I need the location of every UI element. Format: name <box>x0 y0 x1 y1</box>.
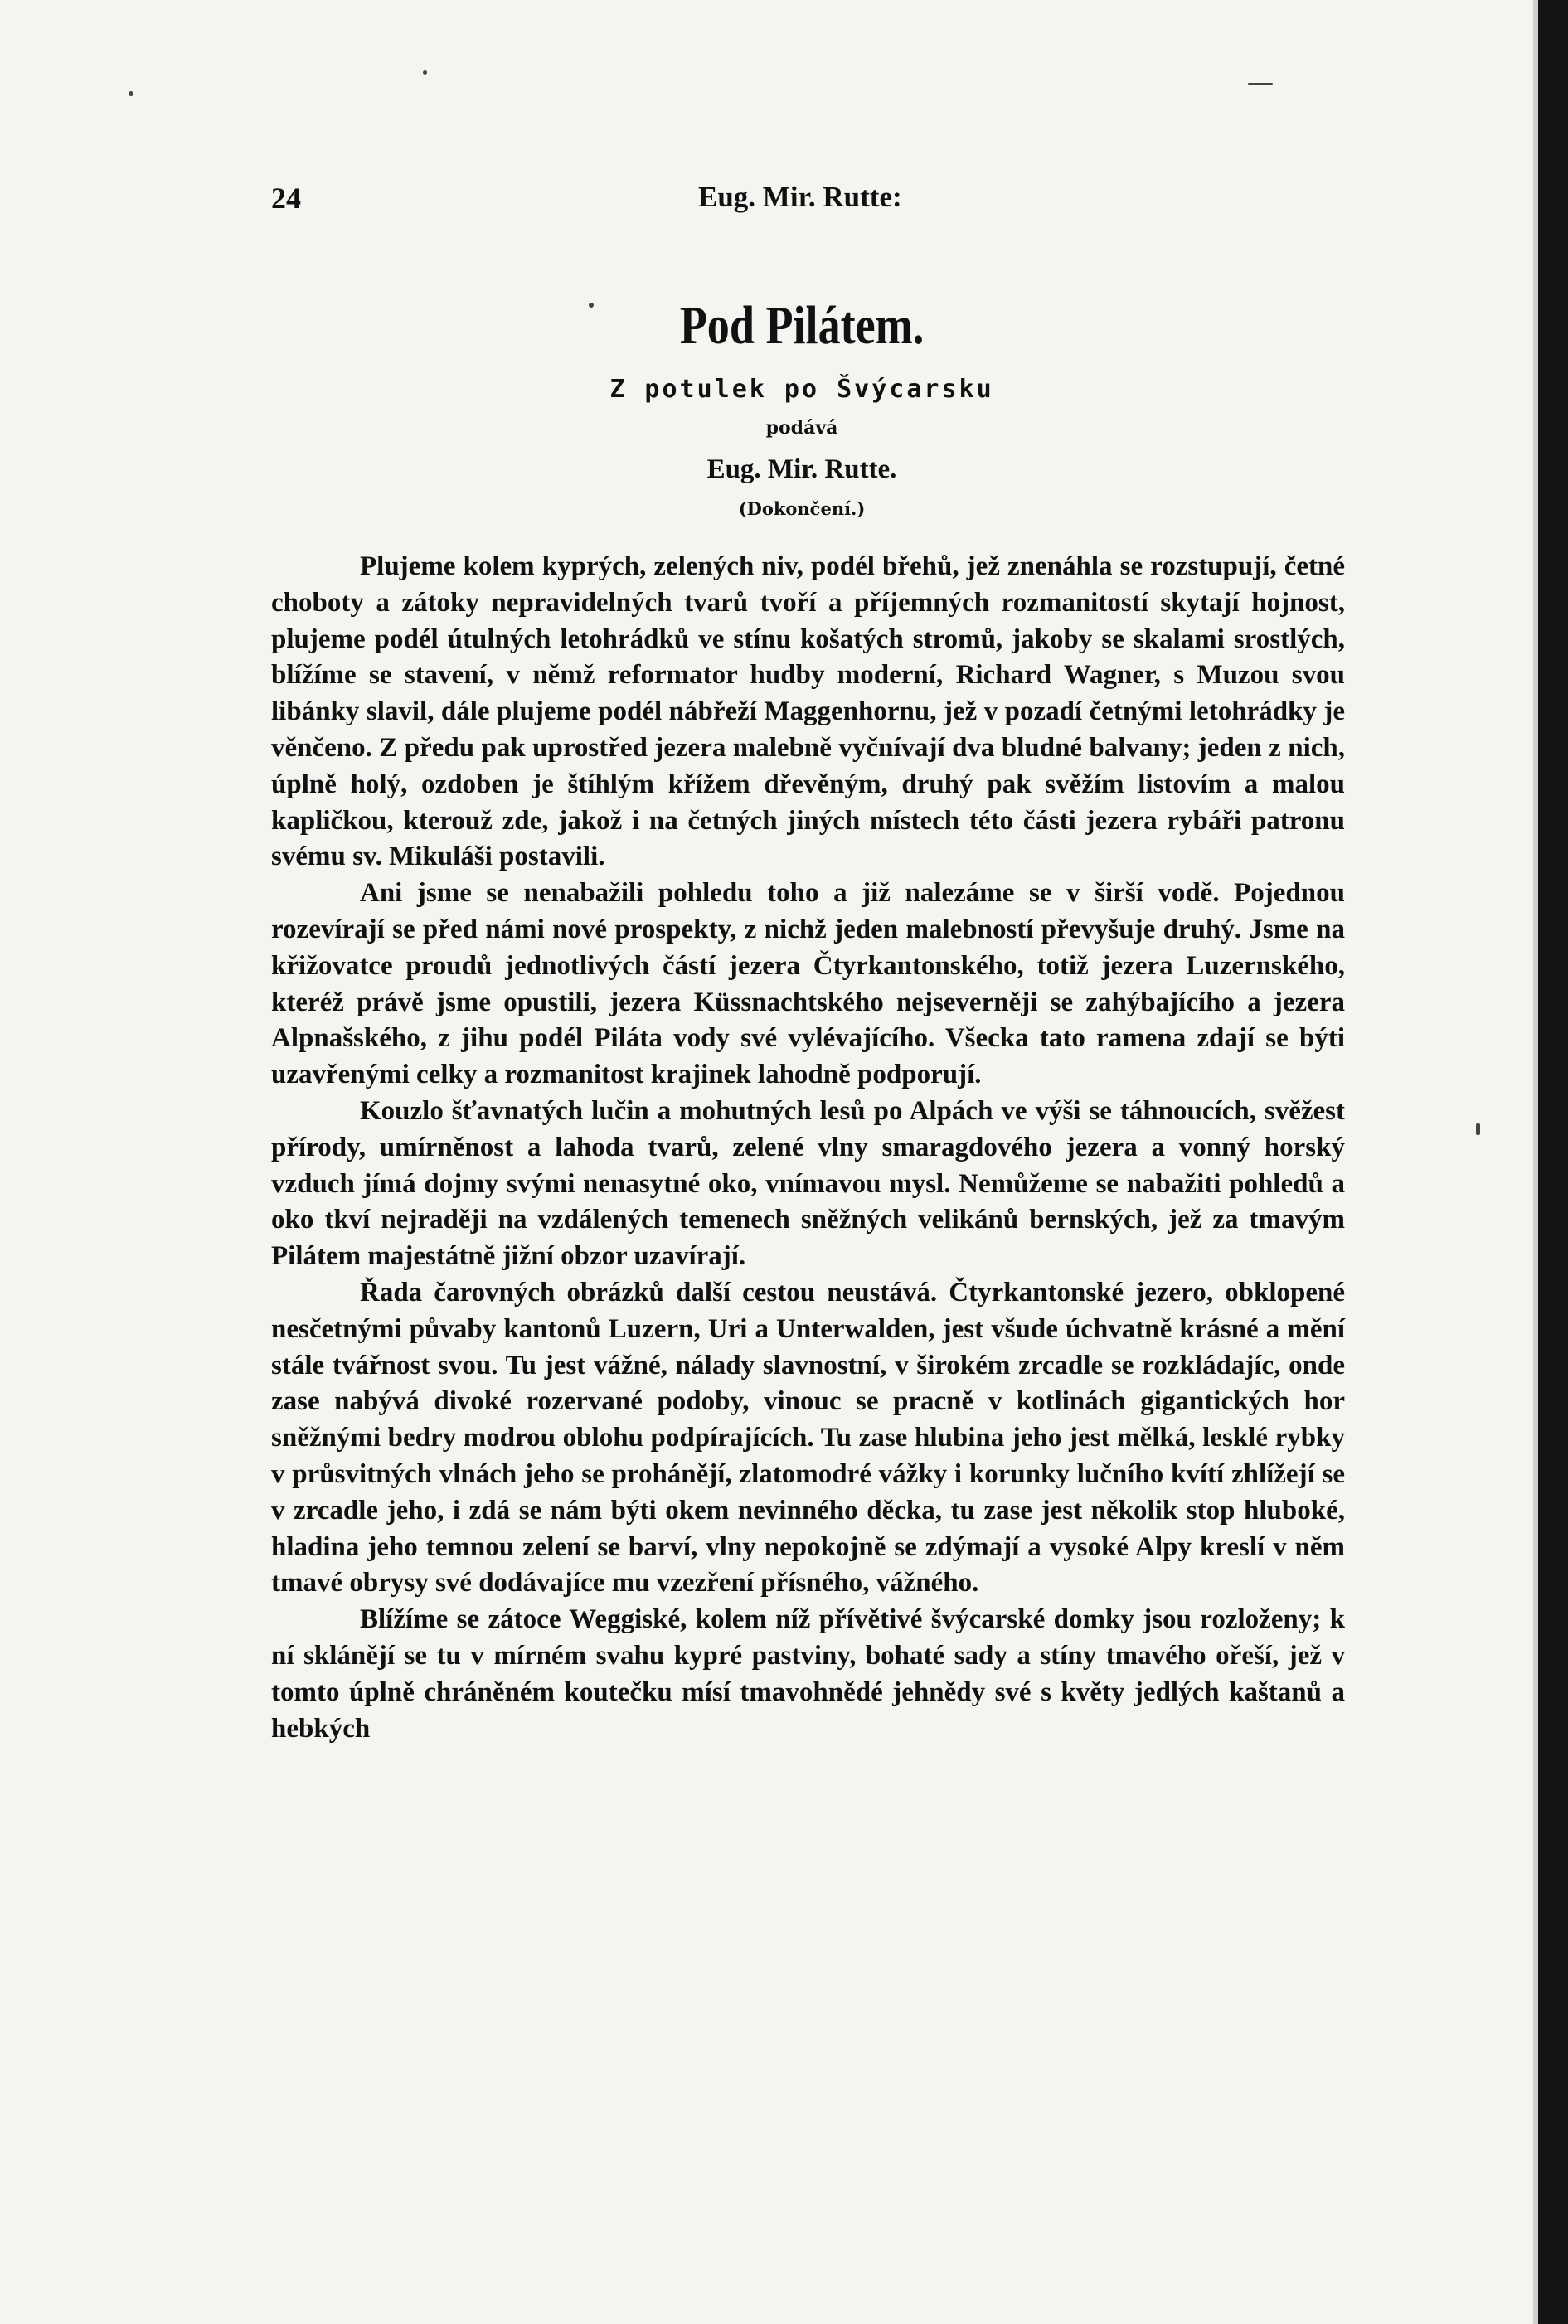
article-subtitle: Z potulek po Švýcarsku <box>609 375 994 404</box>
paragraph: Plujeme kolem kyprých, zelených niv, podél břehů, jež znenáhla se rozstupují, četné choboty a zátoky nepravidelných tvarů tvoří a příjemných rozmanitostí skytají hojnost, plujeme podél útulných letohrádků ve stínu košatých stromů, jakoby se skalami srostlých, blížíme se stavení, v němž reformator hudby moderní, Richard Wagner, s Muzou svou libánky slavil, dále plujeme podél nábřeží Maggenhornu, jež v pozadí četnými letohrádky je věnčeno. Z předu pak uprostřed jezera malebně vyčnívají dva bludné balvany; jeden z nich, úplně holý, ozdoben je štíhlým křížem dřevěným, druhý pak svěžím listovím a malou kapličkou, kterouž zde, jakož i na četných jiných místech této části jezera rybáři patronu svému sv. Mikuláši postavili. <box>271 551 1345 872</box>
paragraph: Ani jsme se nenabažili pohledu toho a již nalezáme se v širší vodě. Pojednou rozevírají se před námi nové prospekty, z nichž jeden malebností převyšuje druhý. Jsme na křižovatce proudů jednotlivých částí jezera Čtyrkantonského, totiž jezera Luzernského, kteréž právě jsme opustili, jezera Küssnachtského nejseverněji se zahýbajícího a jezera Alpnašského, z jihu podél Piláta vody své vylévajícího. Všecka tato ramena zdají se býti uzavřenými celky a rozmanitost krajinek lahodně podporují. <box>271 878 1345 1090</box>
scan-speck <box>129 91 133 96</box>
continuation-note: (Dokončení.) <box>738 498 866 519</box>
article-body <box>271 549 1345 1747</box>
byline-prefix: podává <box>765 417 838 439</box>
scan-speck <box>1476 1123 1480 1135</box>
scan-speck <box>1248 83 1273 85</box>
paragraph: Řada čarovných obrázků další cestou neustává. Čtyrkantonské jezero, obklopené nesčetnými půvaby kantonů Luzern, Uri a Unterwalden, jest všude úchvatně krásné a mění stále tvářnost svou. Tu jest vážné, nálady slavnostní, v širokém zrcadle se rozkládajíc, onde zase nabývá divoké rozervané podoby, vinouc se pracně v kotlinách gigantických hor sněžnými bedry modrou oblohu podpírajících. Tu zase hlubina jeho jest mělká, lesklé rybky v průsvitných vlnách jeho se prohánějí, zlatomodré vážky i korunky lučního kvítí zhlížejí se v zrcadle jeho, i zdá se nám býti okem nevinného děcka, tu zase jest několik stop hluboké, hladina jeho temnou zelení se barví, vlny nepokojně se zdýmají a vysoké Alpy kreslí v něm tmavé obrysy své dodávajíce mu vzezření přísného, vážného. <box>271 1277 1345 1599</box>
paragraph: Kouzlo šťavnatých lučin a mohutných lesů po Alpách ve výši se táhnoucích, svěžest přírody, umírněnost a lahoda tvarů, zelené vlny smaragdového jezera a vonný horský vzduch jímá dojmy svými nenasytné oko, vnímavou mysl. Nemůžeme se nabažiti pohledů a oko tkví nejraději na vzdálených temenech sněžných velikánů bernských, jež za tmavým Pilátem majestátně jižní obzor uzavírají. <box>271 1095 1345 1272</box>
page-edge <box>1538 0 1568 2324</box>
page-number: 24 <box>271 182 301 215</box>
byline-author: Eug. Mir. Rutte. <box>706 454 897 484</box>
running-head <box>271 181 1333 222</box>
scan-speck <box>423 70 427 75</box>
article-title: Pod Pilátem. <box>679 295 925 356</box>
running-head-author: Eug. Mir. Rutte: <box>698 181 902 213</box>
paragraph: Blížíme se zátoce Weggiské, kolem níž přívětivé švýcarské domky jsou rozloženy; k ní sklánějí se tu v mírném svahu kypré pastviny, bohaté sady a stíny tmavého ořeší, jež v tomto úplně chráněném koutečku mísí tmavohnědé jehnědy své s květy jedlých kaštanů a hebkých <box>271 1604 1345 1744</box>
